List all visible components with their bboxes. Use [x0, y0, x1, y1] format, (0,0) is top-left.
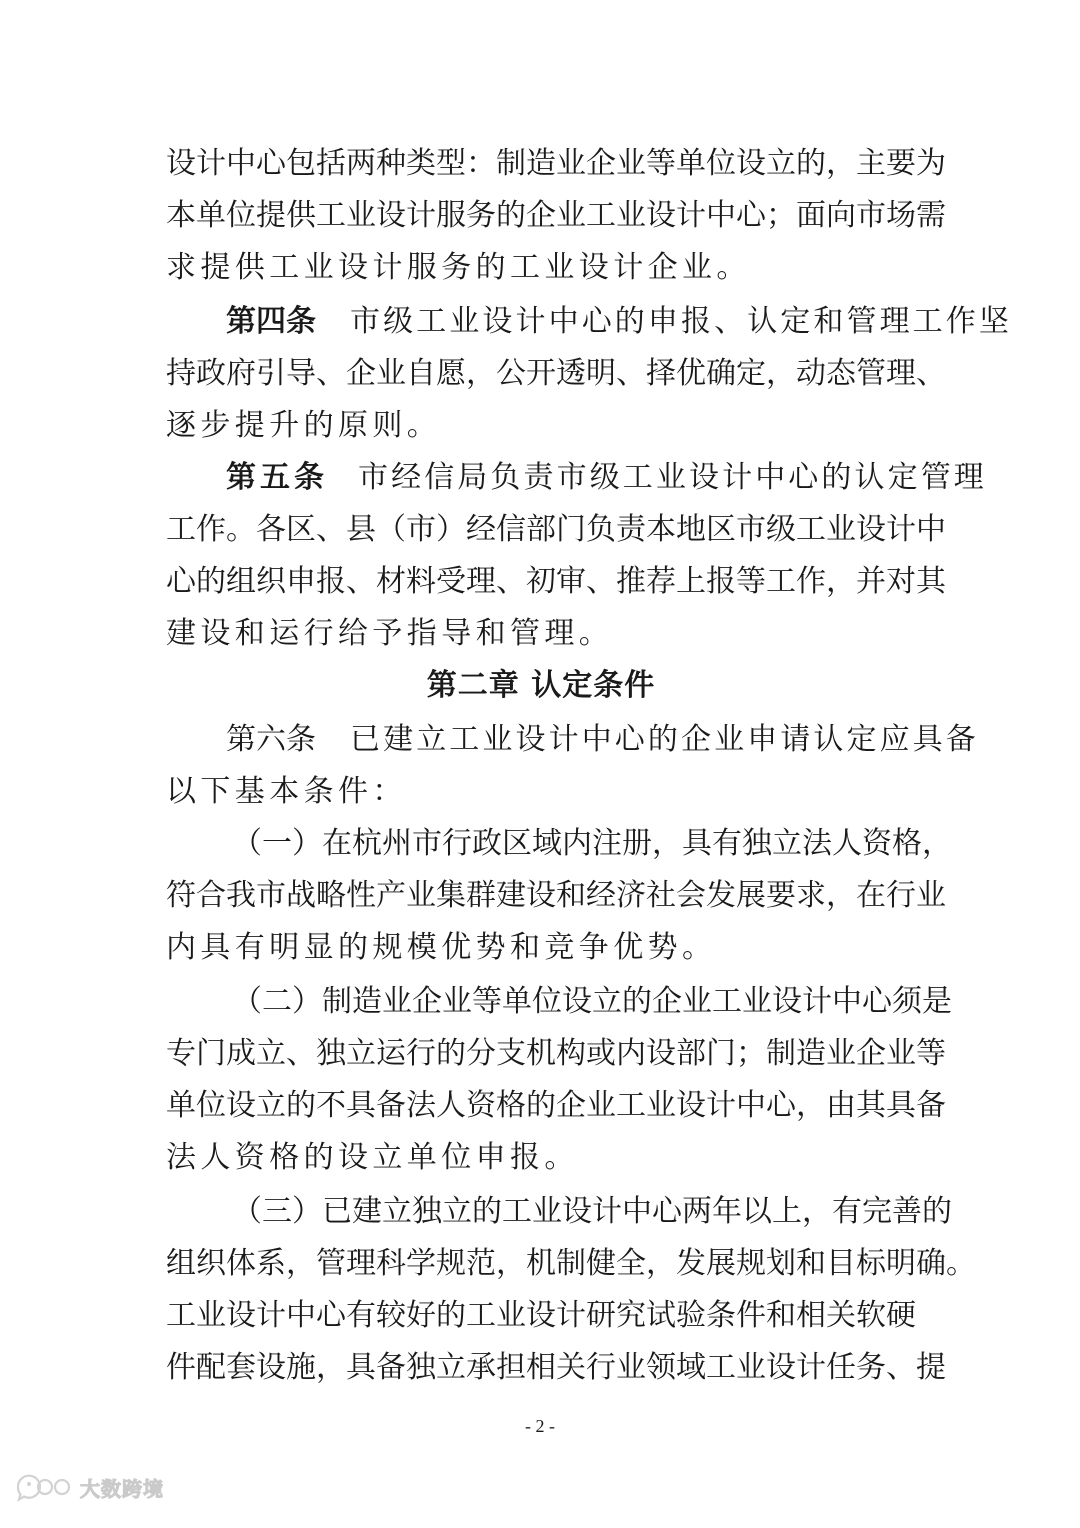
article-4-first-line: [226, 296, 1012, 348]
text-line: 持政府引导、企业自愿，公开透明、择优确定，动态管理、: [166, 356, 946, 391]
speech-bubble-logo-icon: [14, 1472, 74, 1502]
text-line: 组织体系，管理科学规范，机制健全，发展规划和目标明确。: [166, 1246, 976, 1281]
text-line: 专门成立、独立运行的分支机构或内设部门；制造业企业等: [166, 1036, 946, 1071]
text-line: 建设和运行给予指导和管理。: [166, 616, 614, 651]
text-line: 本单位提供工业设计服务的企业工业设计中心；面向市场需: [166, 198, 946, 233]
text-line: 内具有明显的规模优势和竞争优势。: [166, 930, 717, 965]
chapter-heading: 第二章 认定条件: [426, 668, 656, 703]
page-number: - 2 -: [525, 1416, 555, 1436]
text-line: （二）制造业企业等单位设立的企业工业设计中心须是: [232, 984, 952, 1019]
text-line: （一）在杭州市行政区域内注册，具有独立法人资格，: [232, 826, 952, 861]
article-6-label: 第六条: [226, 722, 316, 757]
text-line: 心的组织申报、材料受理、初审、推荐上报等工作，并对其: [166, 564, 946, 599]
watermark: [14, 1470, 164, 1504]
text-line: 工作。各区、县（市）经信部门负责本地区市级工业设计中: [166, 512, 946, 547]
text-line: 工业设计中心有较好的工业设计研究试验条件和相关软硬: [166, 1298, 916, 1333]
article-6-first-line: [226, 714, 979, 766]
text-line: 法人资格的设立单位申报。: [166, 1140, 579, 1175]
text-line: 市经信局负责市级工业设计中心的认定管理: [358, 460, 987, 495]
text-line: 市级工业设计中心的申报、认定和管理工作坚: [350, 304, 1012, 339]
text-line: （三）已建立独立的工业设计中心两年以上，有完善的: [232, 1194, 952, 1229]
text-line: 单位设立的不具备法人资格的企业工业设计中心，由其具备: [166, 1088, 946, 1123]
text-line: 求提供工业设计服务的工业设计企业。: [166, 250, 751, 285]
article-5-first-line: [226, 452, 987, 504]
text-line: 符合我市战略性产业集群建设和经济社会发展要求，在行业: [166, 878, 946, 913]
article-4-label: 第四条: [226, 304, 316, 339]
watermark-text: 大数跨境: [80, 1476, 164, 1501]
text-line: 已建立工业设计中心的企业申请认定应具备: [350, 722, 979, 757]
article-5-label: 第五条: [226, 460, 328, 495]
text-line: 逐步提升的原则。: [166, 408, 442, 443]
text-line: 以下基本条件：: [166, 774, 407, 809]
text-line: 设计中心包括两种类型：制造业企业等单位设立的，主要为: [166, 146, 946, 181]
text-line: 件配套设施，具备独立承担相关行业领域工业设计任务、提: [166, 1350, 946, 1385]
